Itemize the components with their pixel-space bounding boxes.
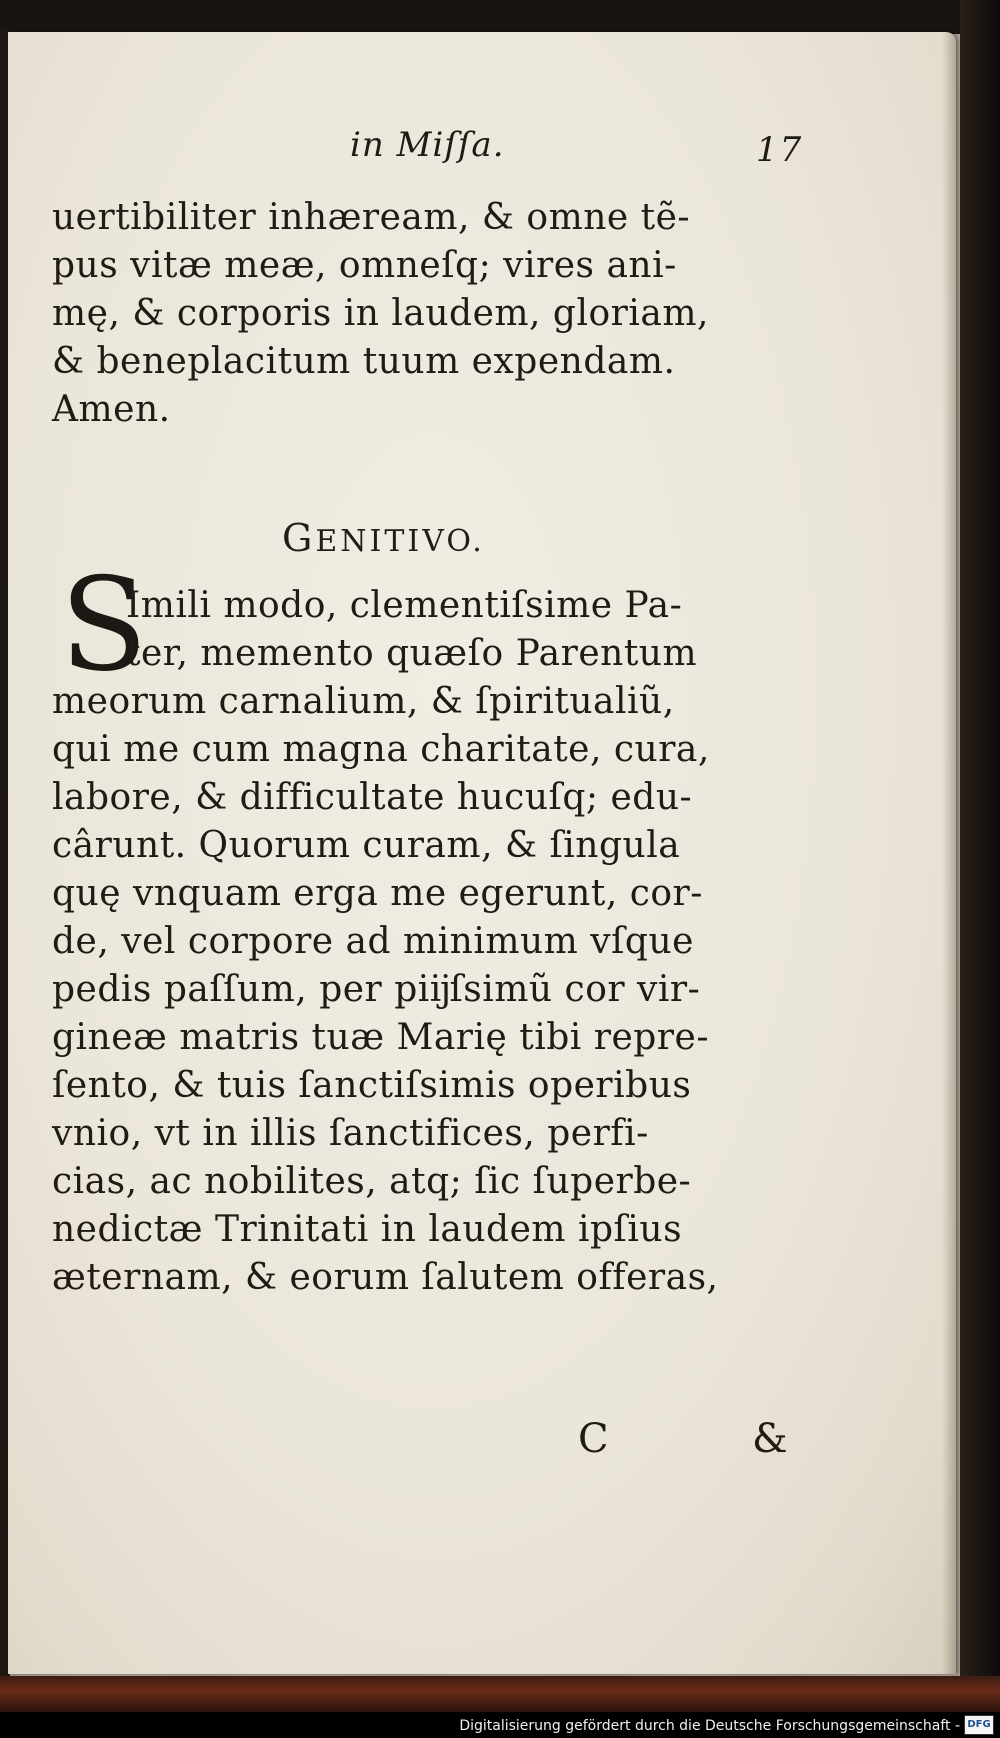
text-line: mę, & corporis in laudem, gloriam, (52, 293, 709, 334)
text-line: pedis paſſum, per piĳſsimũ cor vir- (52, 969, 701, 1010)
heading-initial: G (282, 516, 316, 560)
text-line: cias, ac nobilites, atq; ſic ſuperbe- (52, 1161, 692, 1202)
text-line: qui me cum magna charitate, cura, (52, 729, 710, 770)
text-line: ſento, & tuis ſanctiſsimis operibus (52, 1065, 692, 1106)
catchword: & (752, 1416, 788, 1462)
paragraph (52, 582, 822, 1302)
text-line: de, vel corpore ad minimum vſque (52, 921, 694, 962)
text-line: Amen. (52, 389, 171, 430)
scan-right-border (960, 0, 1000, 1738)
text-line: pus vitæ meæ, omneſq; vires ani- (52, 245, 677, 286)
text-block-top (52, 194, 812, 434)
text-line: æternam, & eorum ſalutem offeras, (52, 1257, 719, 1298)
drop-cap-initial: S (60, 551, 148, 700)
text-line: meorum carnalium, & ſpiritualiũ, (52, 681, 675, 722)
dfg-logo: DFG (964, 1715, 994, 1735)
text-line: ter, memento quæſo Parentum (126, 633, 698, 674)
text-line: Imili modo, clementiſsime Pa- (126, 585, 683, 626)
text-line: & beneplacitum tuum expendam. (52, 341, 676, 382)
funding-credit: Digitalisierung gefördert durch die Deutsche Forschungsgemeinschaft - (459, 1718, 960, 1734)
page-number: 17 (756, 130, 804, 170)
book-cover-edge (0, 1676, 1000, 1712)
signature-mark: C (578, 1416, 609, 1462)
text-line: cârunt. Quorum curam, & ſingula (52, 825, 681, 866)
text-line: labore, & difficultate hucuſq; edu- (52, 777, 693, 818)
page-edge-shadow (942, 32, 956, 1674)
footer-bar (0, 1712, 1000, 1738)
scan-top-border (0, 0, 1000, 34)
heading-rest: ENITIVO. (315, 524, 485, 559)
running-head: in Miſſa. (350, 125, 505, 165)
text-line: quę vnquam erga me egerunt, cor- (52, 873, 703, 914)
text-line: gineæ matris tuæ Marię tibi repre- (52, 1017, 709, 1058)
text-line: vnio, vt in illis ſanctifices, perfi- (52, 1113, 649, 1154)
text-line: uertibiliter inhæream, & omne tẽ- (52, 197, 691, 238)
text-line: nedictæ Trinitati in laudem ipſius (52, 1209, 683, 1250)
section-heading (282, 516, 485, 560)
